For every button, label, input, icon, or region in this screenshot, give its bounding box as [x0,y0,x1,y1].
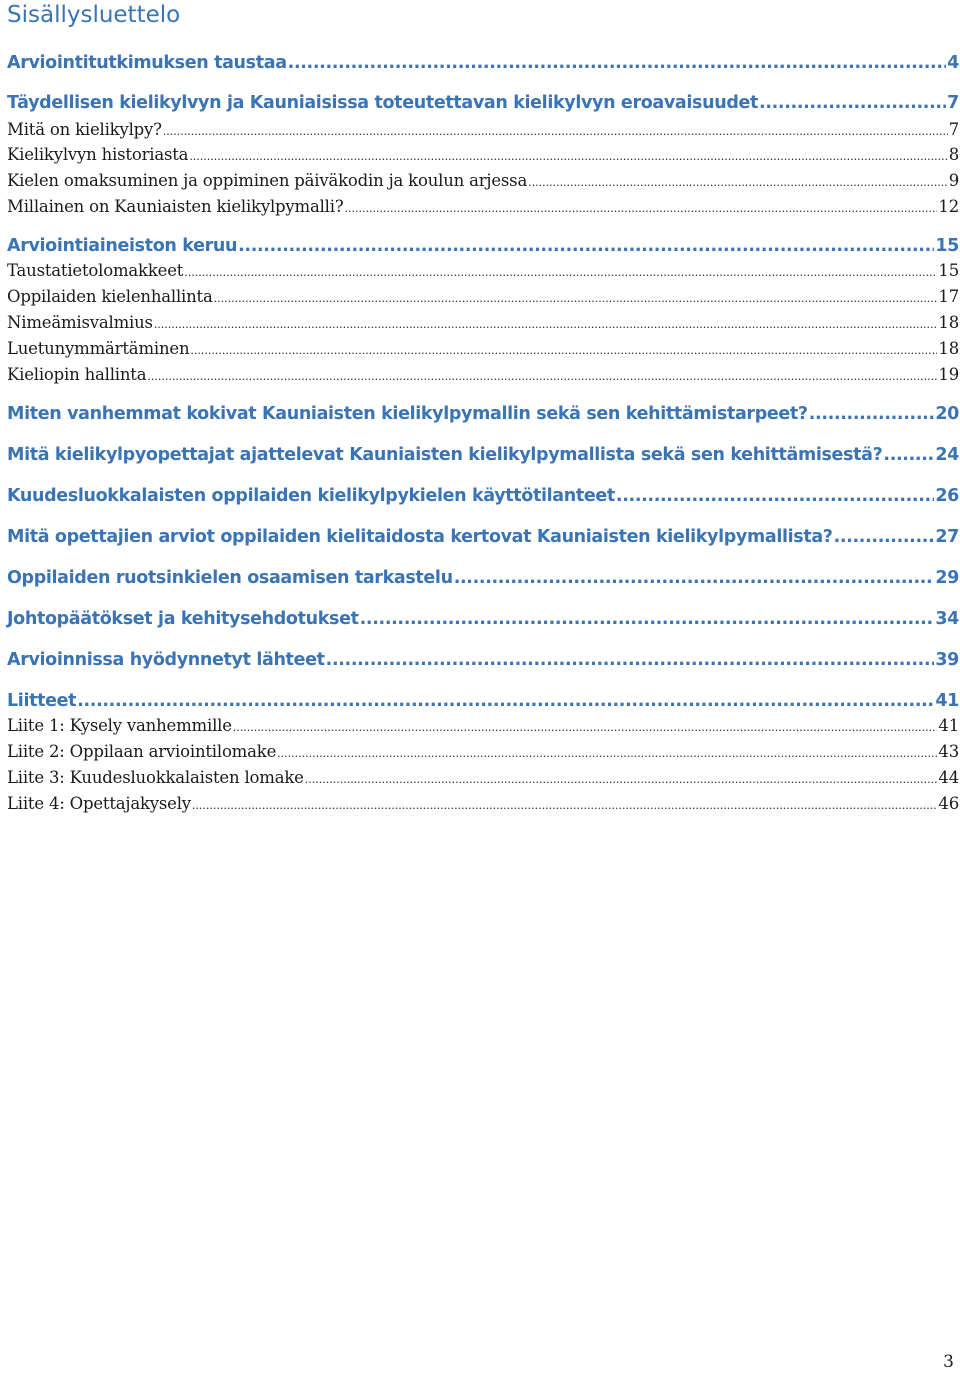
toc-leader [759,90,946,116]
toc-entry-text: Kuudesluokkalaisten oppilaiden kielikylpykielen käyttötilanteet [7,486,615,506]
toc-entry-page: 15 [935,236,959,256]
toc-leader [233,716,938,740]
toc-entry-page: 4 [947,53,959,73]
toc-entry-page: 29 [935,568,959,588]
toc-entry-page: 41 [938,716,959,735]
toc-entry-page: 46 [938,794,959,813]
toc-entry-text: Oppilaiden ruotsinkielen osaamisen tarkastelu [7,568,453,588]
toc-entry-page: 18 [938,339,959,358]
toc-leader [834,524,935,550]
toc-entry[interactable] [7,565,959,591]
toc-entry-text: Liite 3: Kuudesluokkalaisten lomake [7,768,304,787]
toc-entry-page: 18 [938,313,959,332]
toc-entry-page: 12 [938,197,959,216]
toc-entry-text: Kieliopin hallinta [7,365,147,384]
toc-entry[interactable] [7,792,959,816]
toc-entry-text: Nimeämisvalmius [7,313,153,332]
toc-leader [77,688,934,714]
toc-leader [192,794,937,818]
toc-leader [288,50,947,76]
toc-entry[interactable] [7,688,959,714]
toc-entry-text: Arviointiaineiston keruu [7,236,238,256]
toc-leader [345,197,938,221]
toc-entry-page: 39 [935,650,959,670]
toc-entry[interactable] [7,363,959,387]
toc-entry-page: 17 [938,287,959,306]
toc-entry-text: Miten vanhemmat kokivat Kauniaisten kielikylpymallin sekä sen kehittämistarpeet? [7,404,808,424]
toc-leader [189,145,947,169]
toc-entry[interactable] [7,606,959,632]
toc-entry-text: Luetunymmärtäminen [7,339,190,358]
toc-entry-page: 43 [938,742,959,761]
toc-entry-page: 41 [935,691,959,711]
toc-entry[interactable] [7,647,959,673]
toc-entry[interactable] [7,401,959,427]
toc-entry-page: 19 [938,365,959,384]
toc-entry[interactable] [7,442,959,468]
toc-entry-text: Liitteet [7,691,77,711]
toc-entry-text: Mitä opettajien arviot oppilaiden kielitaidosta kertovat Kauniaisten kielikylpymallista? [7,527,833,547]
toc-entry[interactable] [7,524,959,550]
toc-entry-page: 26 [935,486,959,506]
toc-leader [360,606,935,632]
toc-entry[interactable] [7,740,959,764]
toc-leader [277,742,937,766]
toc-entry[interactable] [7,714,959,738]
toc-entry-text: Millainen on Kauniaisten kielikylpymalli? [7,197,344,216]
toc-entry-text: Liite 2: Oppilaan arviointilomake [7,742,277,761]
toc-title: Sisällysluettelo [7,2,181,28]
toc-leader [238,233,934,259]
toc-entry-text: Arvioinnissa hyödynnetyt lähteet [7,650,325,670]
toc-entry-text: Oppilaiden kielenhallinta [7,287,213,306]
toc-entry-text: Mitä on kielikylpy? [7,120,162,139]
toc-entry[interactable] [7,311,959,335]
toc-leader [454,565,935,591]
toc-entry-text: Johtopäätökset ja kehitysehdotukset [7,609,359,629]
toc-entry[interactable] [7,233,959,259]
toc-leader [163,120,948,144]
page-number: 3 [943,1352,954,1372]
toc-entry-text: Liite 1: Kysely vanhemmille [7,716,232,735]
toc-leader [147,365,937,389]
toc-entry[interactable] [7,195,959,219]
toc-entry[interactable] [7,118,959,142]
toc-entry-page: 27 [935,527,959,547]
toc-entry-page: 24 [935,445,959,465]
toc-leader [528,171,948,195]
toc-entry[interactable] [7,169,959,193]
toc-entry[interactable] [7,90,959,116]
toc-entry-page: 7 [948,120,959,139]
toc-leader [184,261,937,285]
toc-entry-text: Kielen omaksuminen ja oppiminen päiväkodin ja koulun arjessa [7,171,528,190]
toc-entry[interactable] [7,483,959,509]
toc-entry[interactable] [7,337,959,361]
toc-leader [809,401,935,427]
toc-entry-text: Täydellisen kielikylvyn ja Kauniaisissa toteutettavan kielikylvyn eroavaisuudet [7,93,759,113]
toc-leader [305,768,938,792]
toc-entry-page: 15 [938,261,959,280]
toc-leader [616,483,934,509]
toc-entry-text: Mitä kielikylpyopettajat ajattelevat Kauniaisten kielikylpymallista sekä sen kehittämisestä? [7,445,883,465]
toc-leader [326,647,935,673]
toc-entry[interactable] [7,285,959,309]
toc-entry[interactable] [7,143,959,167]
toc-entry-text: Arviointitutkimuksen taustaa [7,53,287,73]
toc-entry-text: Taustatietolomakkeet [7,261,184,280]
toc-leader [154,313,938,337]
toc-entry-page: 20 [935,404,959,424]
toc-entry-page: 44 [938,768,959,787]
toc-entry-page: 7 [947,93,959,113]
toc-entry-page: 8 [948,145,959,164]
toc-leader [214,287,938,311]
toc-entry-text: Liite 4: Opettajakysely [7,794,191,813]
toc-entry-text: Kielikylvyn historiasta [7,145,189,164]
toc-entry-page: 9 [948,171,959,190]
toc-entry[interactable] [7,766,959,790]
toc-leader [190,339,937,363]
toc-leader [883,442,934,468]
toc-entry[interactable] [7,259,959,283]
toc-entry-page: 34 [935,609,959,629]
toc-entry[interactable] [7,50,959,76]
